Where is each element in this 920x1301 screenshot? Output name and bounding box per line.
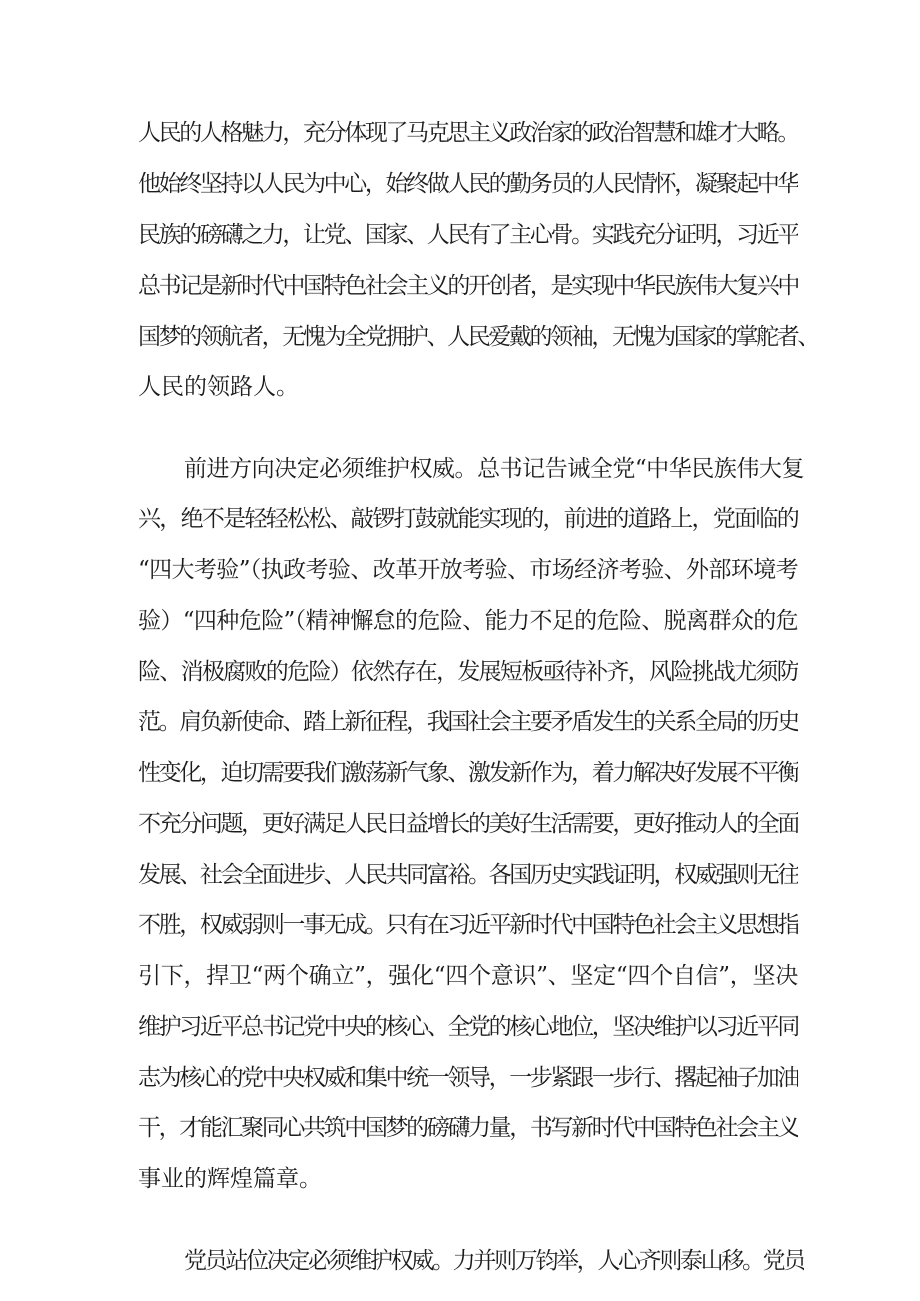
paragraph-first-line: 前进方向决定必须维护权威。总书记告诫全党“中华民族伟大复 — [184, 456, 804, 482]
text-line: 不胜，权威弱则一事无成。只有在习近平新时代中国特色社会主义思想指 — [138, 912, 798, 938]
text-line: 险、消极腐败的危险）依然存在，发展短板亟待补齐，风险挑战尤须防 — [138, 659, 798, 685]
text-line: 范。肩负新使命、踏上新征程，我国社会主要矛盾发生的关系全局的历史 — [138, 709, 798, 735]
text-line: 引下，捍卫“两个确立”，强化“四个意识”、坚定“四个自信”，坚决 — [138, 963, 798, 989]
text-line: 总书记是新时代中国特色社会主义的开创者，是实现中华民族伟大复兴中 — [138, 273, 798, 299]
text-line: 事业的辉煌篇章。 — [138, 1166, 322, 1192]
paragraph-first-line: 党员站位决定必须维护权威。力并则万钧举，人心齐则泰山移。党员 — [184, 1248, 804, 1274]
text-line: 兴，绝不是轻轻松松、敲锣打鼓就能实现的，前进的道路上，党面临的 — [138, 506, 798, 532]
text-line: 性变化，迫切需要我们激荡新气象、激发新作为，着力解决好发展不平衡 — [138, 760, 798, 786]
text-line: 干，才能汇聚同心共筑中国梦的磅礴力量，书写新时代中国特色社会主义 — [138, 1115, 798, 1141]
text-line: 维护习近平总书记党中央的核心、全党的核心地位，坚决维护以习近平同 — [138, 1014, 798, 1040]
text-line: 他始终坚持以人民为中心，始终做人民的勤务员的人民情怀，凝聚起中华 — [138, 171, 798, 197]
text-line: 发展、社会全面进步、人民共同富裕。各国历史实践证明，权威强则无往 — [138, 862, 798, 888]
text-line: “四大考验”（执政考验、改革开放考验、市场经济考验、外部环境考 — [138, 557, 798, 583]
text-line: 验）“四种危险”（精神懈怠的危险、能力不足的危险、脱离群众的危 — [138, 608, 798, 634]
text-line: 人民的领路人。 — [138, 374, 299, 400]
text-line: 人民的人格魅力，充分体现了马克思主义政治家的政治智慧和雄才大略。 — [138, 120, 798, 146]
text-line: 民族的磅礴之力，让党、国家、人民有了主心骨。实践充分证明，习近平 — [138, 222, 798, 248]
text-line: 国梦的领航者，无愧为全党拥护、人民爱戴的领袖，无愧为国家的掌舵者、 — [138, 324, 818, 350]
text-line: 不充分问题，更好满足人民日益增长的美好生活需要，更好推动人的全面 — [138, 811, 798, 837]
text-line: 志为核心的党中央权威和集中统一领导，一步紧跟一步行、撂起袖子加油 — [138, 1065, 798, 1091]
